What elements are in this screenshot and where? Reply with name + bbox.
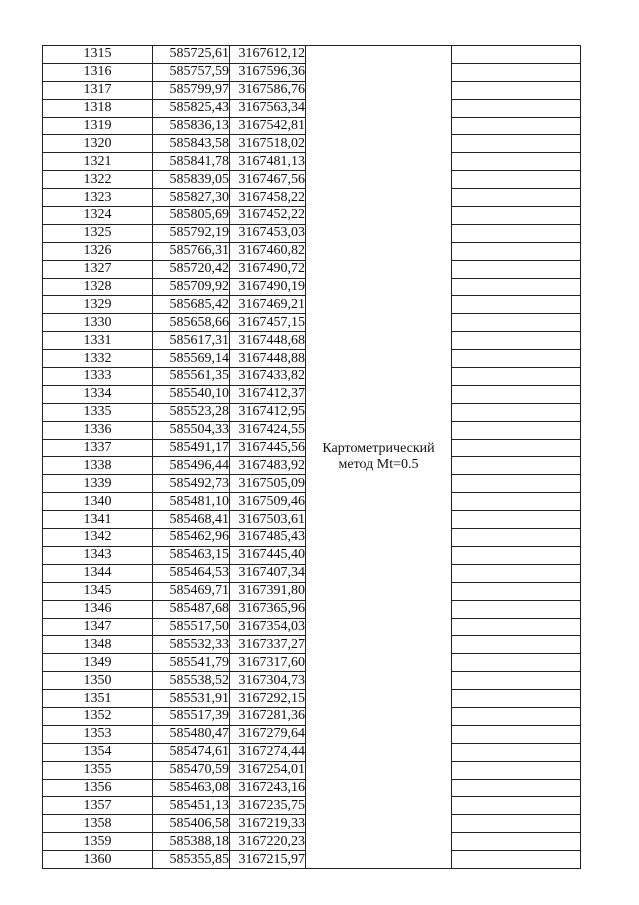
point-number-cell: 1318 bbox=[43, 99, 153, 117]
empty-cell bbox=[452, 314, 581, 332]
y-coordinate-cell: 3167483,92 bbox=[230, 457, 306, 475]
point-number-cell: 1336 bbox=[43, 421, 153, 439]
empty-cell bbox=[452, 672, 581, 690]
empty-cell bbox=[452, 707, 581, 725]
y-coordinate-cell: 3167445,56 bbox=[230, 439, 306, 457]
y-coordinate-cell: 3167220,23 bbox=[230, 833, 306, 851]
empty-cell bbox=[452, 63, 581, 81]
empty-cell bbox=[452, 457, 581, 475]
x-coordinate-cell: 585523,28 bbox=[153, 403, 230, 421]
empty-cell bbox=[452, 475, 581, 493]
point-number-cell: 1345 bbox=[43, 582, 153, 600]
y-coordinate-cell: 3167485,43 bbox=[230, 529, 306, 547]
point-number-cell: 1338 bbox=[43, 457, 153, 475]
x-coordinate-cell: 585540,10 bbox=[153, 385, 230, 403]
point-number-cell: 1357 bbox=[43, 797, 153, 815]
point-number-cell: 1328 bbox=[43, 278, 153, 296]
x-coordinate-cell: 585720,42 bbox=[153, 260, 230, 278]
x-coordinate-cell: 585839,05 bbox=[153, 171, 230, 189]
y-coordinate-cell: 3167509,46 bbox=[230, 493, 306, 511]
point-number-cell: 1347 bbox=[43, 618, 153, 636]
x-coordinate-cell: 585464,53 bbox=[153, 564, 230, 582]
point-number-cell: 1356 bbox=[43, 779, 153, 797]
empty-cell bbox=[452, 224, 581, 242]
empty-cell bbox=[452, 690, 581, 708]
point-number-cell: 1344 bbox=[43, 564, 153, 582]
point-number-cell: 1337 bbox=[43, 439, 153, 457]
point-number-cell: 1343 bbox=[43, 546, 153, 564]
x-coordinate-cell: 585517,39 bbox=[153, 707, 230, 725]
y-coordinate-cell: 3167445,40 bbox=[230, 546, 306, 564]
point-number-cell: 1339 bbox=[43, 475, 153, 493]
empty-cell bbox=[452, 654, 581, 672]
point-number-cell: 1355 bbox=[43, 761, 153, 779]
point-number-cell: 1331 bbox=[43, 332, 153, 350]
x-coordinate-cell: 585725,61 bbox=[153, 46, 230, 64]
point-number-cell: 1317 bbox=[43, 81, 153, 99]
x-coordinate-cell: 585766,31 bbox=[153, 242, 230, 260]
x-coordinate-cell: 585487,68 bbox=[153, 600, 230, 618]
empty-cell bbox=[452, 207, 581, 225]
point-number-cell: 1360 bbox=[43, 851, 153, 869]
empty-cell bbox=[452, 439, 581, 457]
empty-cell bbox=[452, 278, 581, 296]
point-number-cell: 1359 bbox=[43, 833, 153, 851]
y-coordinate-cell: 3167304,73 bbox=[230, 672, 306, 690]
x-coordinate-cell: 585480,47 bbox=[153, 725, 230, 743]
empty-cell bbox=[452, 636, 581, 654]
point-number-cell: 1322 bbox=[43, 171, 153, 189]
empty-cell bbox=[452, 117, 581, 135]
y-coordinate-cell: 3167235,75 bbox=[230, 797, 306, 815]
x-coordinate-cell: 585468,41 bbox=[153, 511, 230, 529]
point-number-cell: 1340 bbox=[43, 493, 153, 511]
y-coordinate-cell: 3167448,68 bbox=[230, 332, 306, 350]
y-coordinate-cell: 3167412,95 bbox=[230, 403, 306, 421]
x-coordinate-cell: 585799,97 bbox=[153, 81, 230, 99]
x-coordinate-cell: 585463,15 bbox=[153, 546, 230, 564]
point-number-cell: 1325 bbox=[43, 224, 153, 242]
x-coordinate-cell: 585541,79 bbox=[153, 654, 230, 672]
empty-cell bbox=[452, 171, 581, 189]
coordinates-table bbox=[42, 45, 581, 869]
x-coordinate-cell: 585538,52 bbox=[153, 672, 230, 690]
point-number-cell: 1330 bbox=[43, 314, 153, 332]
empty-cell bbox=[452, 493, 581, 511]
x-coordinate-cell: 585474,61 bbox=[153, 743, 230, 761]
point-number-cell: 1316 bbox=[43, 63, 153, 81]
x-coordinate-cell: 585805,69 bbox=[153, 207, 230, 225]
empty-cell bbox=[452, 600, 581, 618]
y-coordinate-cell: 3167254,01 bbox=[230, 761, 306, 779]
point-number-cell: 1353 bbox=[43, 725, 153, 743]
y-coordinate-cell: 3167467,56 bbox=[230, 171, 306, 189]
x-coordinate-cell: 585462,96 bbox=[153, 529, 230, 547]
empty-cell bbox=[452, 582, 581, 600]
empty-cell bbox=[452, 743, 581, 761]
y-coordinate-cell: 3167365,96 bbox=[230, 600, 306, 618]
empty-cell bbox=[452, 564, 581, 582]
empty-cell bbox=[452, 189, 581, 207]
y-coordinate-cell: 3167518,02 bbox=[230, 135, 306, 153]
x-coordinate-cell: 585685,42 bbox=[153, 296, 230, 314]
x-coordinate-cell: 585532,33 bbox=[153, 636, 230, 654]
point-number-cell: 1348 bbox=[43, 636, 153, 654]
x-coordinate-cell: 585481,10 bbox=[153, 493, 230, 511]
empty-cell bbox=[452, 833, 581, 851]
y-coordinate-cell: 3167563,34 bbox=[230, 99, 306, 117]
empty-cell bbox=[452, 511, 581, 529]
empty-cell bbox=[452, 546, 581, 564]
y-coordinate-cell: 3167412,37 bbox=[230, 385, 306, 403]
empty-cell bbox=[452, 815, 581, 833]
x-coordinate-cell: 585469,71 bbox=[153, 582, 230, 600]
x-coordinate-cell: 585757,59 bbox=[153, 63, 230, 81]
point-number-cell: 1333 bbox=[43, 368, 153, 386]
y-coordinate-cell: 3167457,15 bbox=[230, 314, 306, 332]
y-coordinate-cell: 3167490,72 bbox=[230, 260, 306, 278]
x-coordinate-cell: 585388,18 bbox=[153, 833, 230, 851]
x-coordinate-cell: 585658,66 bbox=[153, 314, 230, 332]
y-coordinate-cell: 3167215,97 bbox=[230, 851, 306, 869]
x-coordinate-cell: 585451,13 bbox=[153, 797, 230, 815]
point-number-cell: 1319 bbox=[43, 117, 153, 135]
y-coordinate-cell: 3167542,81 bbox=[230, 117, 306, 135]
point-number-cell: 1326 bbox=[43, 242, 153, 260]
point-number-cell: 1354 bbox=[43, 743, 153, 761]
x-coordinate-cell: 585843,58 bbox=[153, 135, 230, 153]
y-coordinate-cell: 3167407,34 bbox=[230, 564, 306, 582]
y-coordinate-cell: 3167453,03 bbox=[230, 224, 306, 242]
x-coordinate-cell: 585836,13 bbox=[153, 117, 230, 135]
empty-cell bbox=[452, 135, 581, 153]
point-number-cell: 1324 bbox=[43, 207, 153, 225]
x-coordinate-cell: 585463,08 bbox=[153, 779, 230, 797]
point-number-cell: 1351 bbox=[43, 690, 153, 708]
empty-cell bbox=[452, 421, 581, 439]
y-coordinate-cell: 3167503,61 bbox=[230, 511, 306, 529]
x-coordinate-cell: 585709,92 bbox=[153, 278, 230, 296]
y-coordinate-cell: 3167490,19 bbox=[230, 278, 306, 296]
y-coordinate-cell: 3167586,76 bbox=[230, 81, 306, 99]
point-number-cell: 1349 bbox=[43, 654, 153, 672]
point-number-cell: 1323 bbox=[43, 189, 153, 207]
empty-cell bbox=[452, 153, 581, 171]
empty-cell bbox=[452, 46, 581, 64]
x-coordinate-cell: 585531,91 bbox=[153, 690, 230, 708]
y-coordinate-cell: 3167469,21 bbox=[230, 296, 306, 314]
point-number-cell: 1315 bbox=[43, 46, 153, 64]
y-coordinate-cell: 3167292,15 bbox=[230, 690, 306, 708]
y-coordinate-cell: 3167279,64 bbox=[230, 725, 306, 743]
table-row bbox=[43, 46, 581, 64]
point-number-cell: 1332 bbox=[43, 350, 153, 368]
point-number-cell: 1321 bbox=[43, 153, 153, 171]
y-coordinate-cell: 3167452,22 bbox=[230, 207, 306, 225]
x-coordinate-cell: 585825,43 bbox=[153, 99, 230, 117]
empty-cell bbox=[452, 296, 581, 314]
empty-cell bbox=[452, 99, 581, 117]
empty-cell bbox=[452, 725, 581, 743]
y-coordinate-cell: 3167505,09 bbox=[230, 475, 306, 493]
y-coordinate-cell: 3167596,36 bbox=[230, 63, 306, 81]
empty-cell bbox=[452, 761, 581, 779]
x-coordinate-cell: 585569,14 bbox=[153, 350, 230, 368]
point-number-cell: 1320 bbox=[43, 135, 153, 153]
y-coordinate-cell: 3167433,82 bbox=[230, 368, 306, 386]
x-coordinate-cell: 585496,44 bbox=[153, 457, 230, 475]
x-coordinate-cell: 585792,19 bbox=[153, 224, 230, 242]
empty-cell bbox=[452, 618, 581, 636]
y-coordinate-cell: 3167391,80 bbox=[230, 582, 306, 600]
empty-cell bbox=[452, 260, 581, 278]
y-coordinate-cell: 3167460,82 bbox=[230, 242, 306, 260]
y-coordinate-cell: 3167458,22 bbox=[230, 189, 306, 207]
y-coordinate-cell: 3167243,16 bbox=[230, 779, 306, 797]
empty-cell bbox=[452, 81, 581, 99]
y-coordinate-cell: 3167281,36 bbox=[230, 707, 306, 725]
y-coordinate-cell: 3167337,27 bbox=[230, 636, 306, 654]
empty-cell bbox=[452, 368, 581, 386]
y-coordinate-cell: 3167354,03 bbox=[230, 618, 306, 636]
empty-cell bbox=[452, 529, 581, 547]
point-number-cell: 1350 bbox=[43, 672, 153, 690]
empty-cell bbox=[452, 242, 581, 260]
y-coordinate-cell: 3167317,60 bbox=[230, 654, 306, 672]
x-coordinate-cell: 585841,78 bbox=[153, 153, 230, 171]
empty-cell bbox=[452, 403, 581, 421]
y-coordinate-cell: 3167448,88 bbox=[230, 350, 306, 368]
point-number-cell: 1327 bbox=[43, 260, 153, 278]
point-number-cell: 1329 bbox=[43, 296, 153, 314]
point-number-cell: 1335 bbox=[43, 403, 153, 421]
point-number-cell: 1352 bbox=[43, 707, 153, 725]
empty-cell bbox=[452, 851, 581, 869]
point-number-cell: 1341 bbox=[43, 511, 153, 529]
x-coordinate-cell: 585355,85 bbox=[153, 851, 230, 869]
method-note-cell: Картометрический метод Mt=0.5 bbox=[306, 46, 452, 869]
x-coordinate-cell: 585827,30 bbox=[153, 189, 230, 207]
point-number-cell: 1358 bbox=[43, 815, 153, 833]
x-coordinate-cell: 585406,58 bbox=[153, 815, 230, 833]
point-number-cell: 1334 bbox=[43, 385, 153, 403]
y-coordinate-cell: 3167481,13 bbox=[230, 153, 306, 171]
point-number-cell: 1346 bbox=[43, 600, 153, 618]
x-coordinate-cell: 585491,17 bbox=[153, 439, 230, 457]
empty-cell bbox=[452, 385, 581, 403]
x-coordinate-cell: 585492,73 bbox=[153, 475, 230, 493]
x-coordinate-cell: 585470,59 bbox=[153, 761, 230, 779]
x-coordinate-cell: 585617,31 bbox=[153, 332, 230, 350]
empty-cell bbox=[452, 779, 581, 797]
empty-cell bbox=[452, 797, 581, 815]
empty-cell bbox=[452, 350, 581, 368]
coordinates-table-body bbox=[43, 46, 581, 869]
x-coordinate-cell: 585561,35 bbox=[153, 368, 230, 386]
point-number-cell: 1342 bbox=[43, 529, 153, 547]
empty-cell bbox=[452, 332, 581, 350]
y-coordinate-cell: 3167274,44 bbox=[230, 743, 306, 761]
y-coordinate-cell: 3167612,12 bbox=[230, 46, 306, 64]
x-coordinate-cell: 585517,50 bbox=[153, 618, 230, 636]
x-coordinate-cell: 585504,33 bbox=[153, 421, 230, 439]
y-coordinate-cell: 3167219,33 bbox=[230, 815, 306, 833]
y-coordinate-cell: 3167424,55 bbox=[230, 421, 306, 439]
